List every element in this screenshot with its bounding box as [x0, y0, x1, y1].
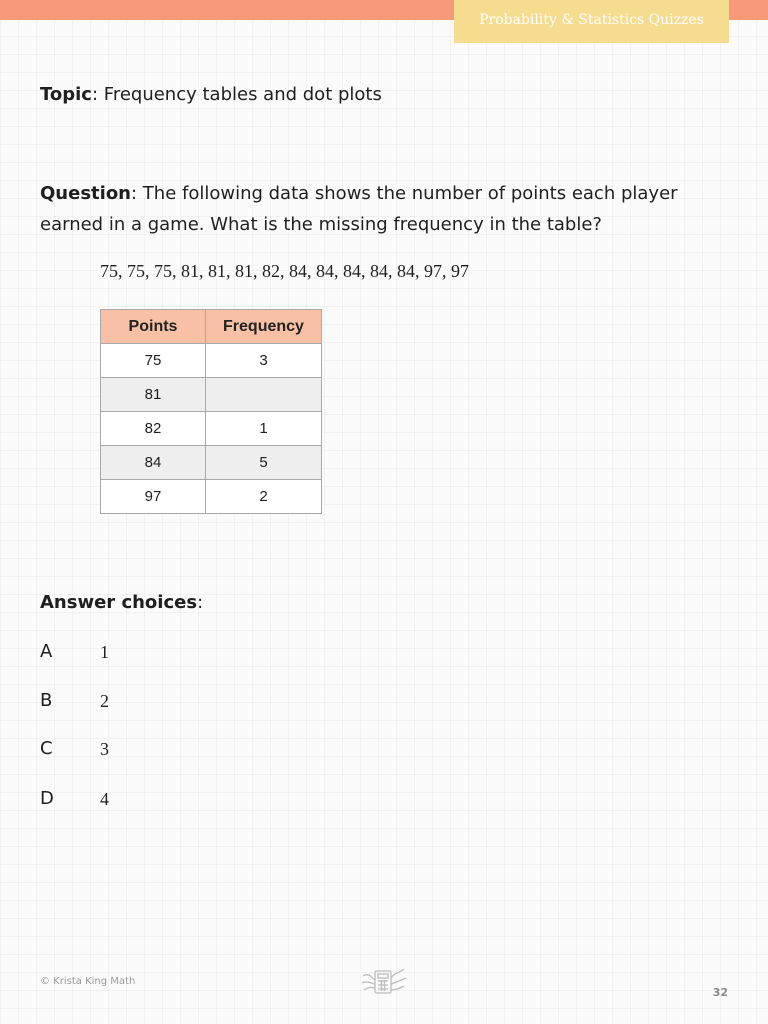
header-points: Points: [101, 310, 206, 344]
frequency-cell-missing: [206, 378, 322, 412]
footer-copyright: © Krista King Math: [40, 976, 136, 987]
header-frequency: Frequency: [206, 310, 322, 344]
choice-value: 4: [100, 789, 109, 809]
question-text: [40, 178, 730, 240]
answer-choices-heading: [40, 592, 203, 614]
question-label: Question: [40, 183, 131, 204]
table-row: [101, 412, 322, 446]
calculator-logo-icon: [360, 966, 408, 996]
points-cell: 84: [101, 446, 206, 480]
choice-letter: B: [40, 690, 53, 711]
choice-value: 2: [100, 691, 109, 711]
choice-value: 1: [100, 642, 109, 662]
topic-label: Topic: [40, 84, 92, 105]
points-cell: 75: [101, 344, 206, 378]
points-cell: 82: [101, 412, 206, 446]
choice-letter: C: [40, 738, 53, 759]
question-body: : The following data shows the number of points each player earned in a game. What is the missing frequency in the table?: [40, 183, 678, 235]
points-cell: 97: [101, 480, 206, 514]
frequency-cell: 3: [206, 344, 322, 378]
answer-choices-colon: :: [197, 592, 204, 613]
choice-letter: A: [40, 641, 53, 662]
choice-value: 3: [100, 739, 109, 759]
frequency-cell: 1: [206, 412, 322, 446]
table-header-row: [101, 310, 322, 344]
data-set: 75, 75, 75, 81, 81, 81, 82, 84, 84, 84, 84, 84, 97, 97: [100, 261, 469, 281]
frequency-table: [100, 309, 322, 514]
choice-letter: D: [40, 788, 54, 809]
frequency-cell: 2: [206, 480, 322, 514]
frequency-cell: 5: [206, 446, 322, 480]
page-number: 32: [712, 986, 728, 999]
table-row: [101, 480, 322, 514]
table-row: [101, 378, 322, 412]
table-row: [101, 344, 322, 378]
header-tag: Probability & Statistics Quizzes: [454, 0, 729, 43]
table-row: [101, 446, 322, 480]
topic-line: [40, 84, 382, 106]
answer-choices-label: Answer choices: [40, 592, 198, 613]
topic-text: : Frequency tables and dot plots: [91, 84, 382, 105]
points-cell: 81: [101, 378, 206, 412]
